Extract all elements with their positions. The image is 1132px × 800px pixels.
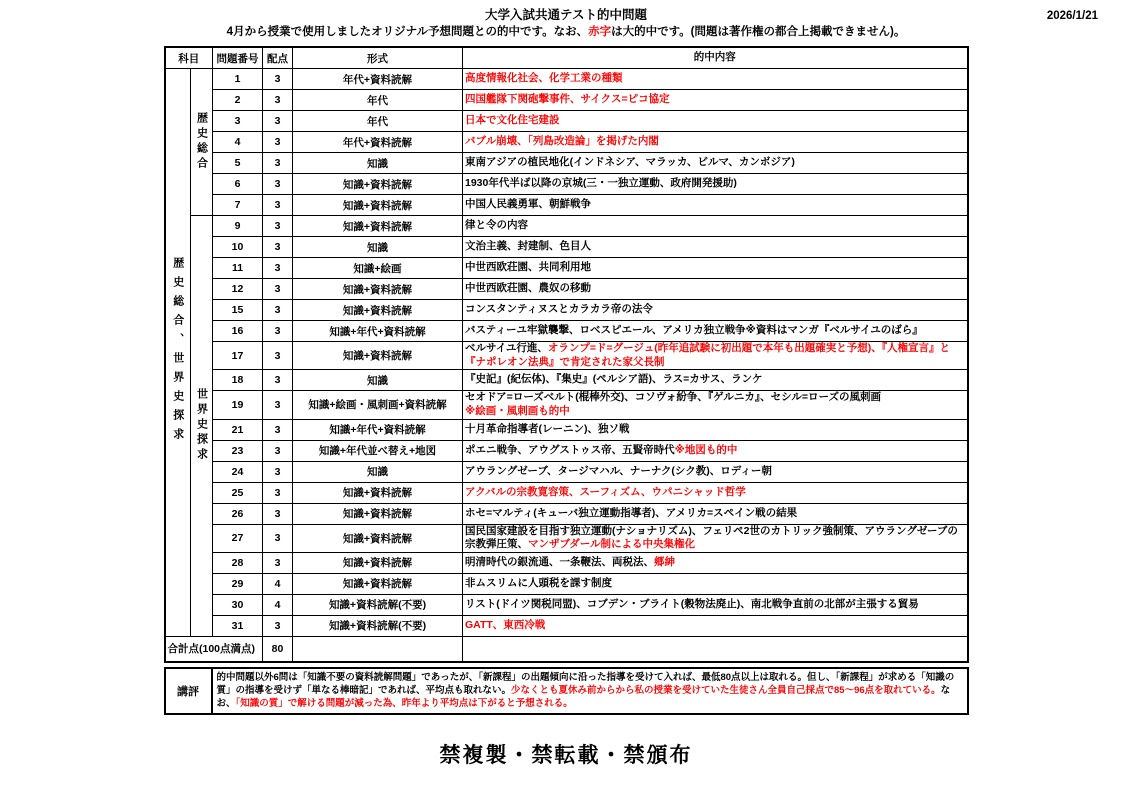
format-cell: 知識+絵画 (293, 258, 463, 279)
table-row (165, 90, 968, 111)
table-row (165, 615, 968, 636)
table-row (165, 573, 968, 594)
format-cell: 年代 (293, 90, 463, 111)
text-segment: バスティーユ牢獄襲撃、ロベスピエール、アメリカ独立戦争※資料はマンガ『ベルサイユのばら』 (465, 324, 923, 337)
format-cell: 知識 (293, 153, 463, 174)
question-number-cell: 25 (213, 482, 263, 503)
format-cell: 知識+資料読解 (293, 174, 463, 195)
total-format-empty-cell (293, 636, 463, 662)
text-segment: 的中問題以外6問は「知識不要の資料読解問題」であったが、「新課程」の出題傾向に沿った指導を受けて入れば、最低80点以上は取れる。但し、「新課程」が求める「知識の質」の指導を受けず「単なる棒暗記」であれば、平均点も取れない。 (216, 671, 955, 697)
text-segment: なお、 (216, 685, 951, 710)
question-number-cell: 11 (213, 258, 263, 279)
text-segment: は大的中です。(問題は著作権の都合上掲載できません)。 (611, 25, 906, 38)
points-cell: 3 (263, 524, 293, 552)
question-number-cell: 10 (213, 237, 263, 258)
points-cell: 3 (263, 370, 293, 391)
table-row (165, 503, 968, 524)
points-cell: 3 (263, 552, 293, 573)
question-number-cell: 27 (213, 524, 263, 552)
col-header-format: 形式 (293, 47, 463, 69)
points-cell: 3 (263, 300, 293, 321)
table-row (165, 391, 968, 419)
format-cell: 知識+資料読解 (293, 279, 463, 300)
points-cell: 3 (263, 111, 293, 132)
question-number-cell: 30 (213, 594, 263, 615)
text-segment: マンザブダール制による中央集権化 (528, 538, 696, 551)
format-cell: 知識+資料読解 (293, 300, 463, 321)
points-cell: 3 (263, 195, 293, 216)
format-cell: 知識+資料読解(不要) (293, 594, 463, 615)
content-cell (463, 482, 968, 503)
table-row (165, 279, 968, 300)
question-number-cell: 26 (213, 503, 263, 524)
text-segment: ※地図も的中 (674, 443, 738, 456)
question-number-cell: 17 (213, 342, 263, 370)
points-cell: 3 (263, 69, 293, 90)
content-cell (463, 174, 968, 195)
text-segment: 赤字 (588, 25, 612, 38)
total-content-empty-cell (463, 636, 968, 662)
table-row (165, 258, 968, 279)
text-segment: 十月革命指導者(レーニン)、独ソ戦 (465, 422, 630, 435)
content-cell (463, 552, 968, 573)
date-label: 2026/1/21 (1046, 10, 1098, 22)
question-number-cell: 24 (213, 461, 263, 482)
question-number-cell: 15 (213, 300, 263, 321)
question-number-cell: 21 (213, 419, 263, 440)
table-row (165, 237, 968, 258)
table-row (165, 552, 968, 573)
text-segment: ホセ=マルティ(キューバ独立運動指導者)、アメリカ=スペイン戦の結果 (465, 506, 798, 519)
content-cell (463, 594, 968, 615)
content-cell (463, 216, 968, 237)
text-segment: 少なくとも夏休み前からから私の授業を受けていた生徒さん全員自己採点で85～96点を取れている。 (511, 685, 941, 697)
content-cell (463, 300, 968, 321)
hit-table-footer (165, 636, 968, 662)
text-segment: 1930年代半ば以降の京城(三・一独立運動、政府開発援助) (465, 177, 737, 190)
text-segment: 「知識の質」で解ける問題が減った為、昨年より平均点は下がると予想される。 (235, 698, 573, 710)
text-segment: ※絵画・風刺画も的中 (465, 404, 570, 417)
points-cell: 3 (263, 482, 293, 503)
question-number-cell: 23 (213, 440, 263, 461)
text-segment: 『史記』(紀伝体)、『集史』(ペルシア語)、ラス=カサス、ランケ (465, 373, 763, 386)
total-row (165, 636, 968, 662)
points-cell: 3 (263, 174, 293, 195)
points-cell: 3 (263, 342, 293, 370)
table-row (165, 300, 968, 321)
text-segment: ポエニ戦争、アウグストゥス帝、五賢帝時代 (465, 443, 675, 456)
content-cell (463, 321, 968, 342)
question-number-cell: 18 (213, 370, 263, 391)
format-cell: 知識+資料読解 (293, 342, 463, 370)
review-text (212, 668, 968, 714)
format-cell: 知識 (293, 237, 463, 258)
table-row (165, 153, 968, 174)
points-cell: 4 (263, 594, 293, 615)
format-cell: 知識+資料読解 (293, 482, 463, 503)
format-cell: 年代 (293, 111, 463, 132)
format-cell: 知識+資料読解 (293, 195, 463, 216)
content-cell (463, 69, 968, 90)
table-row (165, 461, 968, 482)
content-cell (463, 153, 968, 174)
content-cell (463, 615, 968, 636)
format-cell: 年代+資料読解 (293, 132, 463, 153)
table-row (165, 321, 968, 342)
content-cell (463, 237, 968, 258)
table-row (165, 419, 968, 440)
content-cell (463, 90, 968, 111)
question-number-cell: 16 (213, 321, 263, 342)
subject-group-label: 歴史総合、世界史探求 (171, 257, 184, 448)
format-cell: 知識+資料読解 (293, 573, 463, 594)
question-number-cell: 4 (213, 132, 263, 153)
format-cell: 知識 (293, 370, 463, 391)
text-segment: 中世西欧荘園、農奴の移動 (465, 282, 591, 295)
format-cell: 知識+資料読解 (293, 216, 463, 237)
content-cell (463, 524, 968, 552)
format-cell: 年代+資料読解 (293, 69, 463, 90)
question-number-cell: 2 (213, 90, 263, 111)
question-number-cell: 9 (213, 216, 263, 237)
points-cell: 3 (263, 279, 293, 300)
subject-label: 歴史総合 (195, 112, 208, 172)
content-cell (463, 391, 968, 419)
hit-table-body (165, 69, 968, 637)
question-number-cell: 31 (213, 615, 263, 636)
text-segment: アウラングゼーブ、タージマハル、ナーナク(シク教)、ロディー朝 (465, 464, 772, 477)
text-segment: 郷紳 (654, 556, 675, 569)
format-cell: 知識+年代+資料読解 (293, 321, 463, 342)
question-number-cell: 7 (213, 195, 263, 216)
content-cell (463, 195, 968, 216)
copy-prohibition-notice: 禁複製・禁転載・禁頒布 (439, 743, 693, 767)
col-header-points: 配点 (263, 47, 293, 69)
text-segment: アクバルの宗教寛容策、スーフィズム、ウパニシャッド哲学 (465, 485, 746, 498)
page-title: 大学入試共通テスト的中問題 (484, 8, 647, 22)
format-cell: 知識+資料読解 (293, 552, 463, 573)
text-segment: 中世西欧荘園、共同利用地 (465, 261, 591, 274)
review-row (165, 668, 968, 714)
points-cell: 3 (263, 615, 293, 636)
points-cell: 3 (263, 419, 293, 440)
points-cell: 3 (263, 461, 293, 482)
points-cell: 3 (263, 153, 293, 174)
question-number-cell: 12 (213, 279, 263, 300)
format-cell: 知識+資料読解 (293, 503, 463, 524)
subject-cell (191, 69, 213, 216)
text-segment: 律と令の内容 (465, 219, 528, 232)
points-cell: 3 (263, 440, 293, 461)
content-cell (463, 342, 968, 370)
format-cell: 知識+絵画・風刺画+資料読解 (293, 391, 463, 419)
review-label: 講評 (165, 668, 212, 714)
question-number-cell: 6 (213, 174, 263, 195)
content-cell (463, 461, 968, 482)
col-header-content: 的中内容 (463, 47, 968, 69)
text-segment: リスト(ドイツ関税同盟)、コブデン・ブライト(穀物法廃止)、南北戦争直前の北部が主張する貿易 (465, 598, 919, 611)
content-cell (463, 440, 968, 461)
hit-table (164, 46, 969, 663)
page-subtitle (0, 25, 1132, 39)
text-segment: 四国艦隊下関砲撃事件、サイクス=ピコ協定 (465, 93, 670, 106)
text-segment: GATT、東西冷戦 (465, 619, 546, 632)
table-row (165, 195, 968, 216)
format-cell: 知識+年代並べ替え+地図 (293, 440, 463, 461)
text-segment: ベルサイユ行進、 (465, 342, 548, 354)
text-segment: セオドア=ローズベルト(棍棒外交)、コソヴォ紛争、『ゲルニカ』、セシル=ローズの風刺画 (465, 391, 881, 404)
points-cell: 3 (263, 90, 293, 111)
format-cell: 知識+年代+資料読解 (293, 419, 463, 440)
content-cell (463, 573, 968, 594)
subject-group-cell (165, 69, 191, 637)
content-cell (463, 503, 968, 524)
document-header (0, 0, 1132, 39)
table-row (165, 594, 968, 615)
format-cell: 知識+資料読解(不要) (293, 615, 463, 636)
points-cell: 3 (263, 132, 293, 153)
header-row (165, 47, 968, 69)
col-header-subject: 科目 (165, 47, 213, 69)
subject-cell (191, 216, 213, 637)
question-number-cell: 28 (213, 552, 263, 573)
text-segment: 東南アジアの植民地化(インドネシア、マラッカ、ビルマ、カンボジア) (465, 156, 795, 169)
table-row (165, 174, 968, 195)
text-segment: 中国人民義勇軍、朝鮮戦争 (465, 198, 591, 211)
table-row (165, 111, 968, 132)
text-segment: オランプ=ド=グージュ(昨年追試験に初出題で本年も出題確実と予想)、『人権宣言』と『ナポレオン法典』で肯定された家父長制 (465, 342, 950, 368)
text-segment: 4月から授業で使用しましたオリジナル予想問題との的中です。なお、 (226, 25, 589, 38)
content-cell (463, 279, 968, 300)
text-segment: 国民国家建設を目指す独立運動(ナショナリズム)、フェリペ2世のカトリック強制策、アウラングゼーブの宗教弾圧策、 (465, 524, 958, 551)
question-number-cell: 1 (213, 69, 263, 90)
points-cell: 4 (263, 573, 293, 594)
subject-label: 世界史探求 (195, 388, 208, 464)
table-row (165, 69, 968, 90)
points-cell: 3 (263, 391, 293, 419)
table-row (165, 482, 968, 503)
table-row (165, 524, 968, 552)
col-header-number: 問題番号 (213, 47, 263, 69)
hit-table-header (165, 47, 968, 69)
points-cell: 3 (263, 216, 293, 237)
content-cell (463, 111, 968, 132)
points-cell: 3 (263, 258, 293, 279)
text-segment: 明清時代の銀流通、一条鞭法、両税法、 (465, 556, 654, 569)
table-row (165, 132, 968, 153)
table-row (165, 216, 968, 237)
text-segment: 文治主義、封建制、色目人 (465, 240, 591, 253)
format-cell: 知識+資料読解 (293, 524, 463, 552)
content-cell (463, 370, 968, 391)
content-cell (463, 132, 968, 153)
points-cell: 3 (263, 321, 293, 342)
points-cell: 3 (263, 237, 293, 258)
content-cell (463, 258, 968, 279)
review-box (164, 667, 969, 715)
table-row (165, 370, 968, 391)
text-segment: バブル崩壊、「列島改造論」を掲げた内閣 (465, 135, 659, 148)
text-segment: 非ムスリムに人頭税を課す制度 (465, 577, 612, 590)
text-segment: コンスタンティヌスとカラカラ帝の法令 (465, 303, 653, 316)
question-number-cell: 5 (213, 153, 263, 174)
total-points: 80 (263, 636, 293, 662)
points-cell: 3 (263, 503, 293, 524)
table-row (165, 440, 968, 461)
question-number-cell: 29 (213, 573, 263, 594)
total-label: 合計点(100点満点) (165, 636, 263, 662)
text-segment: 高度情報化社会、化学工業の種類 (465, 72, 623, 85)
text-segment: 日本で文化住宅建設 (465, 114, 560, 127)
question-number-cell: 19 (213, 391, 263, 419)
question-number-cell: 3 (213, 111, 263, 132)
content-cell (463, 419, 968, 440)
table-row (165, 342, 968, 370)
format-cell: 知識 (293, 461, 463, 482)
